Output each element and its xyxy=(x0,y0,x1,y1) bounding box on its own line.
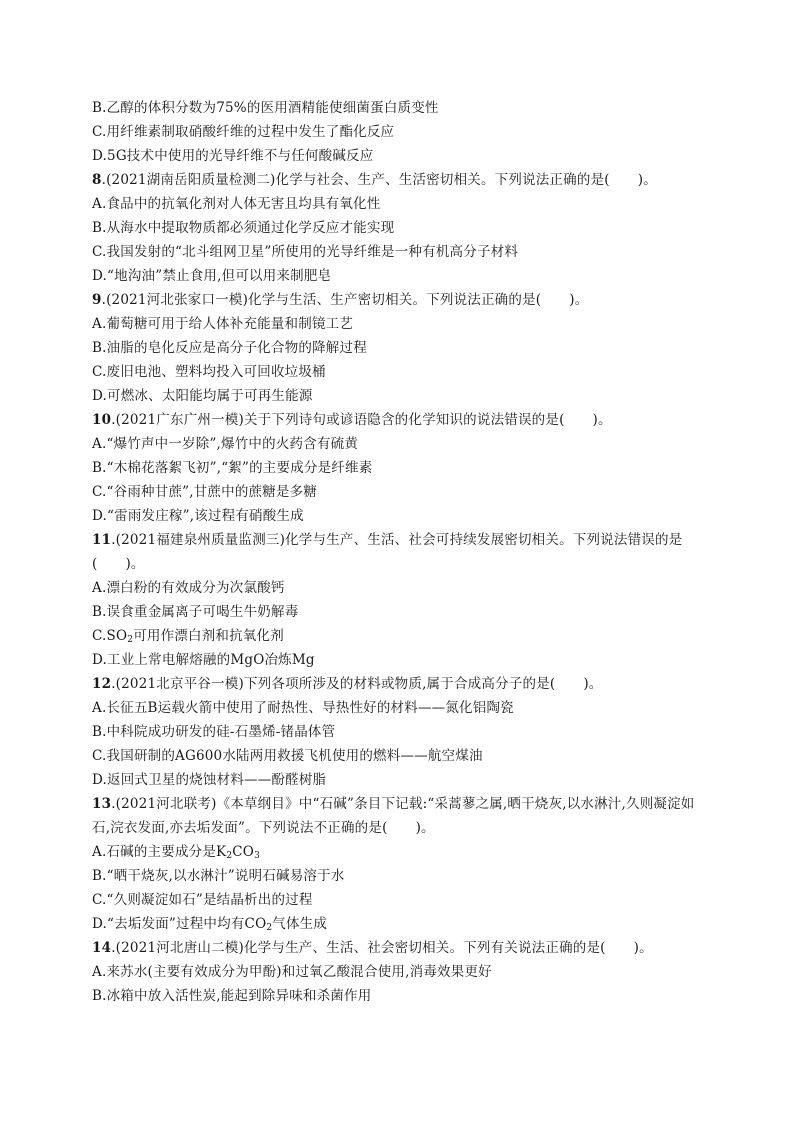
option-text: CO xyxy=(232,844,255,860)
question-10-stem xyxy=(92,408,702,432)
option-text: C.SO xyxy=(92,628,128,644)
question-text: 石,浣衣发面,亦去垢发面”。下列说法不正确的是( xyxy=(92,820,388,836)
question-tail: )。 xyxy=(592,412,612,428)
option-11b: B.误食重金属离子可喝生牛奶解毒 xyxy=(92,604,299,620)
question-page xyxy=(92,96,702,1008)
question-text: .(2021湖南岳阳质量检测二)化学与社会、生产、生活密切相关。下列说法正确的是( xyxy=(101,172,610,188)
question-13-stem-cont xyxy=(92,816,702,840)
question-tail: )。 xyxy=(125,556,145,572)
option-9c: C.废旧电池、塑料均投入可回收垃圾桶 xyxy=(92,364,326,380)
subscript: 2 xyxy=(266,923,273,933)
question-9-stem xyxy=(92,288,702,312)
option-8c: C.我国发射的“北斗组网卫星”所使用的光导纤维是一种有机高分子材料 xyxy=(92,244,519,260)
question-text: .(2021北京平谷一模)下列各项所涉及的材料或物质,属于合成高分子的是( xyxy=(111,676,556,692)
option-10d: D.“雷雨发庄稼”,该过程有硝酸生成 xyxy=(92,508,304,524)
option-11c xyxy=(92,624,702,648)
option-14a: A.来苏水(主要有效成分为甲酚)和过氧乙酸混合使用,消毒效果更好 xyxy=(92,964,492,980)
question-13-stem xyxy=(92,792,702,816)
option-9d: D.可燃冰、太阳能均属于可再生能源 xyxy=(92,388,313,404)
option-8b: B.从海水中提取物质都必须通过化学反应才能实现 xyxy=(92,220,395,236)
option-13a xyxy=(92,840,702,864)
question-number: 10 xyxy=(92,412,112,428)
question-tail: )。 xyxy=(637,172,657,188)
option-7d: D.5G技术中使用的光导纤维不与任何酸碱反应 xyxy=(92,148,374,164)
question-tail: )。 xyxy=(569,292,589,308)
option-11a: A.漂白粉的有效成分为次氯酸钙 xyxy=(92,580,285,596)
subscript: 3 xyxy=(254,851,261,861)
option-13c: C.“久则凝淀如石”是结晶析出的过程 xyxy=(92,892,313,908)
option-9b: B.油脂的皂化反应是高分子化合物的降解过程 xyxy=(92,340,367,356)
option-13b: B.“晒干烧灰,以水淋汁”说明石碱易溶于水 xyxy=(92,868,345,884)
subscript: 2 xyxy=(127,635,134,645)
question-tail: )。 xyxy=(633,940,653,956)
option-text: D.“去垢发面”过程中均有CO xyxy=(92,916,267,932)
option-12a: A.长征五B运载火箭中使用了耐热性、导热性好的材料——氮化铝陶瓷 xyxy=(92,700,514,716)
option-10a: A.“爆竹声中一岁除”,爆竹中的火药含有硫黄 xyxy=(92,436,359,452)
option-8a: A.食品中的抗氧化剂对人体无害且均具有氧化性 xyxy=(92,196,381,212)
question-text: .(2021福建泉州质量监测三)化学与生产、生活、社会可持续发展密切相关。下列说法错误的是 xyxy=(111,532,683,548)
option-12c: C.我国研制的AG600水陆两用救援飞机使用的燃料——航空煤油 xyxy=(92,748,483,764)
question-11-stem-cont xyxy=(92,552,702,576)
option-11d: D.工业上常电解熔融的MgO冶炼Mg xyxy=(92,652,315,668)
question-text: .(2021河北联考)《本草纲目》中“石碱”条目下记载:“采蒿蓼之属,晒干烧灰,以水淋汁,久则凝淀如 xyxy=(111,796,695,812)
question-number: 11 xyxy=(92,532,112,548)
option-text: 可用作漂白剂和抗氧化剂 xyxy=(133,628,284,644)
option-7c: C.用纤维素制取硝酸纤维的过程中发生了酯化反应 xyxy=(92,124,395,140)
question-text: .(2021河北唐山二模)化学与生产、生活、社会密切相关。下列有关说法正确的是( xyxy=(111,940,606,956)
subscript: 2 xyxy=(226,851,233,861)
question-14-stem xyxy=(92,936,702,960)
question-number: 14 xyxy=(92,940,112,956)
question-text: .(2021广东广州一模)关于下列诗句或谚语隐含的化学知识的说法错误的是( xyxy=(111,412,565,428)
question-text: .(2021河北张家口一模)化学与生活、生产密切相关。下列说法正确的是( xyxy=(101,292,542,308)
question-number: 8 xyxy=(92,172,102,188)
question-tail: )。 xyxy=(415,820,435,836)
option-13d xyxy=(92,912,702,936)
question-11-stem xyxy=(92,528,702,552)
question-tail: )。 xyxy=(583,676,603,692)
option-text: 气体生成 xyxy=(272,916,328,932)
question-number: 13 xyxy=(92,796,112,812)
question-12-stem xyxy=(92,672,702,696)
option-9a: A.葡萄糖可用于给人体补充能量和制镜工艺 xyxy=(92,316,354,332)
option-7b: B.乙醇的体积分数为75%的医用酒精能使细菌蛋白质变性 xyxy=(92,100,439,116)
option-10b: B.“木棉花落絮飞初”,“絮”的主要成分是纤维素 xyxy=(92,460,373,476)
option-text: A.石碱的主要成分是K xyxy=(92,844,227,860)
question-number: 9 xyxy=(92,292,102,308)
question-text: ( xyxy=(92,556,98,572)
option-8d: D.“地沟油”禁止食用,但可以用来制肥皂 xyxy=(92,268,332,284)
question-number: 12 xyxy=(92,676,112,692)
option-10c: C.“谷雨种甘蔗”,甘蔗中的蔗糖是多糖 xyxy=(92,484,318,500)
option-14b: B.冰箱中放入活性炭,能起到除异味和杀菌作用 xyxy=(92,988,372,1004)
option-12b: B.中科院成功研发的硅-石墨烯-锗晶体管 xyxy=(92,724,336,740)
option-12d: D.返回式卫星的烧蚀材料——酚醛树脂 xyxy=(92,772,327,788)
question-8-stem xyxy=(92,168,702,192)
